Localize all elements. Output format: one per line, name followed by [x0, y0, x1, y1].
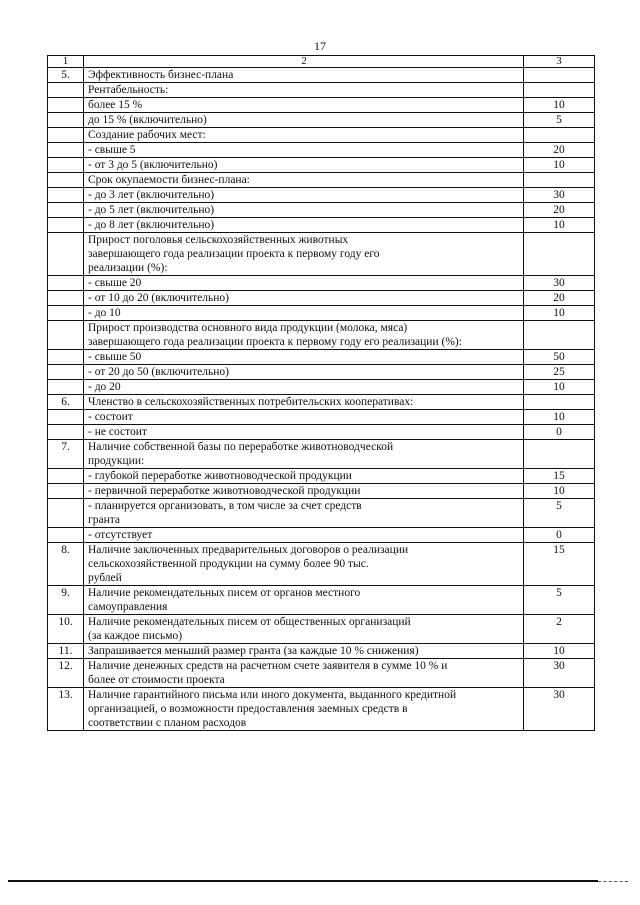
- row-number-cell: [48, 98, 84, 113]
- table-row: [48, 499, 595, 528]
- row-score-cell: 0: [524, 425, 595, 440]
- row-criterion-cell: Членство в сельскохозяйственных потребительских кооперативах:: [84, 395, 524, 410]
- row-number-cell: [48, 484, 84, 499]
- row-number-cell: [48, 350, 84, 365]
- row-score-cell: 0: [524, 528, 595, 543]
- row-number-cell: [48, 499, 84, 528]
- row-criterion-cell: - до 5 лет (включительно): [84, 203, 524, 218]
- row-criterion-cell: - от 3 до 5 (включительно): [84, 158, 524, 173]
- row-score-cell: [524, 128, 595, 143]
- row-number-cell: [48, 128, 84, 143]
- row-criterion-cell: - до 20: [84, 380, 524, 395]
- row-score-cell: 10: [524, 410, 595, 425]
- table-row: [48, 143, 595, 158]
- row-criterion-cell: до 15 % (включительно): [84, 113, 524, 128]
- table-row: [48, 395, 595, 410]
- row-number-cell: [48, 276, 84, 291]
- table-row: [48, 158, 595, 173]
- row-score-cell: 50: [524, 350, 595, 365]
- row-criterion-cell: Рентабельность:: [84, 83, 524, 98]
- table-header-row: [48, 56, 595, 68]
- table-row: [48, 188, 595, 203]
- row-score-cell: 25: [524, 365, 595, 380]
- table-row: [48, 659, 595, 688]
- row-score-cell: 30: [524, 188, 595, 203]
- row-number-cell: [48, 380, 84, 395]
- row-score-cell: 30: [524, 659, 595, 688]
- page-bottom-rule: [8, 880, 598, 882]
- row-score-cell: [524, 83, 595, 98]
- table-row: [48, 233, 595, 276]
- table-row: [48, 440, 595, 469]
- row-criterion-cell: - глубокой переработке животноводческой продукции: [84, 469, 524, 484]
- row-criterion-cell: Запрашивается меньший размер гранта (за каждые 10 % снижения): [84, 644, 524, 659]
- header-cell-criterion: 2: [84, 56, 524, 68]
- row-score-cell: [524, 68, 595, 83]
- row-criterion-cell: Наличие денежных средств на расчетном счете заявителя в сумме 10 % и более от стоимости проекта: [84, 659, 524, 688]
- row-criterion-cell: - свыше 5: [84, 143, 524, 158]
- row-number-cell: 13.: [48, 688, 84, 731]
- row-number-cell: [48, 321, 84, 350]
- row-criterion-cell: Срок окупаемости бизнес-плана:: [84, 173, 524, 188]
- row-criterion-cell: - свыше 50: [84, 350, 524, 365]
- row-number-cell: [48, 188, 84, 203]
- table-row: [48, 586, 595, 615]
- row-score-cell: 10: [524, 98, 595, 113]
- row-score-cell: [524, 395, 595, 410]
- row-number-cell: [48, 158, 84, 173]
- row-number-cell: 9.: [48, 586, 84, 615]
- row-score-cell: 10: [524, 380, 595, 395]
- row-number-cell: 12.: [48, 659, 84, 688]
- row-score-cell: 10: [524, 644, 595, 659]
- table-row: [48, 425, 595, 440]
- row-criterion-cell: Наличие заключенных предварительных договоров о реализации сельскохозяйственной продукции на сумму более 90 тыс. рублей: [84, 543, 524, 586]
- row-criterion-cell: Наличие рекомендательных писем от общественных организаций (за каждое письмо): [84, 615, 524, 644]
- table-row: [48, 203, 595, 218]
- table-row: [48, 380, 595, 395]
- row-number-cell: 5.: [48, 68, 84, 83]
- table-row: [48, 218, 595, 233]
- row-number-cell: 7.: [48, 440, 84, 469]
- row-criterion-cell: Наличие гарантийного письма или иного документа, выданного кредитной организацией, о возможности предоставления заемных средств в соответствии с планом расходов: [84, 688, 524, 731]
- row-criterion-cell: - первичной переработке животноводческой продукции: [84, 484, 524, 499]
- row-score-cell: 5: [524, 586, 595, 615]
- row-score-cell: 2: [524, 615, 595, 644]
- table-row: [48, 469, 595, 484]
- row-score-cell: 10: [524, 306, 595, 321]
- row-number-cell: [48, 233, 84, 276]
- row-number-cell: [48, 425, 84, 440]
- row-number-cell: [48, 528, 84, 543]
- row-score-cell: 15: [524, 469, 595, 484]
- row-score-cell: 5: [524, 113, 595, 128]
- row-number-cell: [48, 83, 84, 98]
- row-criterion-cell: - до 10: [84, 306, 524, 321]
- criteria-score-table: [47, 55, 595, 731]
- row-criterion-cell: - до 3 лет (включительно): [84, 188, 524, 203]
- row-criterion-cell: - свыше 20: [84, 276, 524, 291]
- row-number-cell: [48, 143, 84, 158]
- row-criterion-cell: - отсутствует: [84, 528, 524, 543]
- table-row: [48, 644, 595, 659]
- row-number-cell: [48, 113, 84, 128]
- header-cell-score: 3: [524, 56, 595, 68]
- row-score-cell: [524, 440, 595, 469]
- row-score-cell: 20: [524, 291, 595, 306]
- row-number-cell: 8.: [48, 543, 84, 586]
- header-cell-number: 1: [48, 56, 84, 68]
- table-row: [48, 276, 595, 291]
- row-number-cell: 10.: [48, 615, 84, 644]
- row-score-cell: [524, 321, 595, 350]
- row-number-cell: 6.: [48, 395, 84, 410]
- row-number-cell: [48, 291, 84, 306]
- table-row: [48, 543, 595, 586]
- table-row: [48, 365, 595, 380]
- row-number-cell: [48, 306, 84, 321]
- row-criterion-cell: - состоит: [84, 410, 524, 425]
- row-score-cell: 30: [524, 688, 595, 731]
- row-criterion-cell: Наличие рекомендательных писем от органов местного самоуправления: [84, 586, 524, 615]
- table-row: [48, 321, 595, 350]
- row-score-cell: [524, 233, 595, 276]
- row-number-cell: [48, 173, 84, 188]
- row-criterion-cell: Создание рабочих мест:: [84, 128, 524, 143]
- table-row: [48, 83, 595, 98]
- row-criterion-cell: Наличие собственной базы по переработке животноводческой продукции:: [84, 440, 524, 469]
- row-criterion-cell: - не состоит: [84, 425, 524, 440]
- row-criterion-cell: - от 20 до 50 (включительно): [84, 365, 524, 380]
- row-score-cell: 10: [524, 158, 595, 173]
- table-body: [48, 56, 595, 731]
- row-score-cell: [524, 173, 595, 188]
- row-criterion-cell: более 15 %: [84, 98, 524, 113]
- table-row: [48, 350, 595, 365]
- row-score-cell: 20: [524, 203, 595, 218]
- row-number-cell: 11.: [48, 644, 84, 659]
- row-number-cell: [48, 365, 84, 380]
- table-row: [48, 173, 595, 188]
- row-criterion-cell: Прирост производства основного вида продукции (молока, мяса) завершающего года реализации проекта к первому году его реализации (%):: [84, 321, 524, 350]
- table-row: [48, 615, 595, 644]
- row-criterion-cell: Прирост поголовья сельскохозяйственных животных завершающего года реализации проекта к первому году его реализации (%):: [84, 233, 524, 276]
- table-row: [48, 306, 595, 321]
- row-number-cell: [48, 469, 84, 484]
- table-row: [48, 291, 595, 306]
- table-row: [48, 528, 595, 543]
- row-criterion-cell: Эффективность бизнес-плана: [84, 68, 524, 83]
- table-row: [48, 113, 595, 128]
- table-row: [48, 68, 595, 83]
- row-score-cell: 5: [524, 499, 595, 528]
- row-number-cell: [48, 410, 84, 425]
- page-number: 17: [314, 39, 326, 53]
- table-row: [48, 128, 595, 143]
- table-row: [48, 688, 595, 731]
- table-row: [48, 484, 595, 499]
- table-row: [48, 98, 595, 113]
- row-score-cell: 15: [524, 543, 595, 586]
- page-bottom-rule-tail: [598, 881, 628, 882]
- row-criterion-cell: - от 10 до 20 (включительно): [84, 291, 524, 306]
- table-row: [48, 410, 595, 425]
- row-criterion-cell: - планируется организовать, в том числе за счет средств гранта: [84, 499, 524, 528]
- row-criterion-cell: - до 8 лет (включительно): [84, 218, 524, 233]
- row-score-cell: 30: [524, 276, 595, 291]
- row-number-cell: [48, 203, 84, 218]
- row-number-cell: [48, 218, 84, 233]
- row-score-cell: 10: [524, 218, 595, 233]
- row-score-cell: 10: [524, 484, 595, 499]
- row-score-cell: 20: [524, 143, 595, 158]
